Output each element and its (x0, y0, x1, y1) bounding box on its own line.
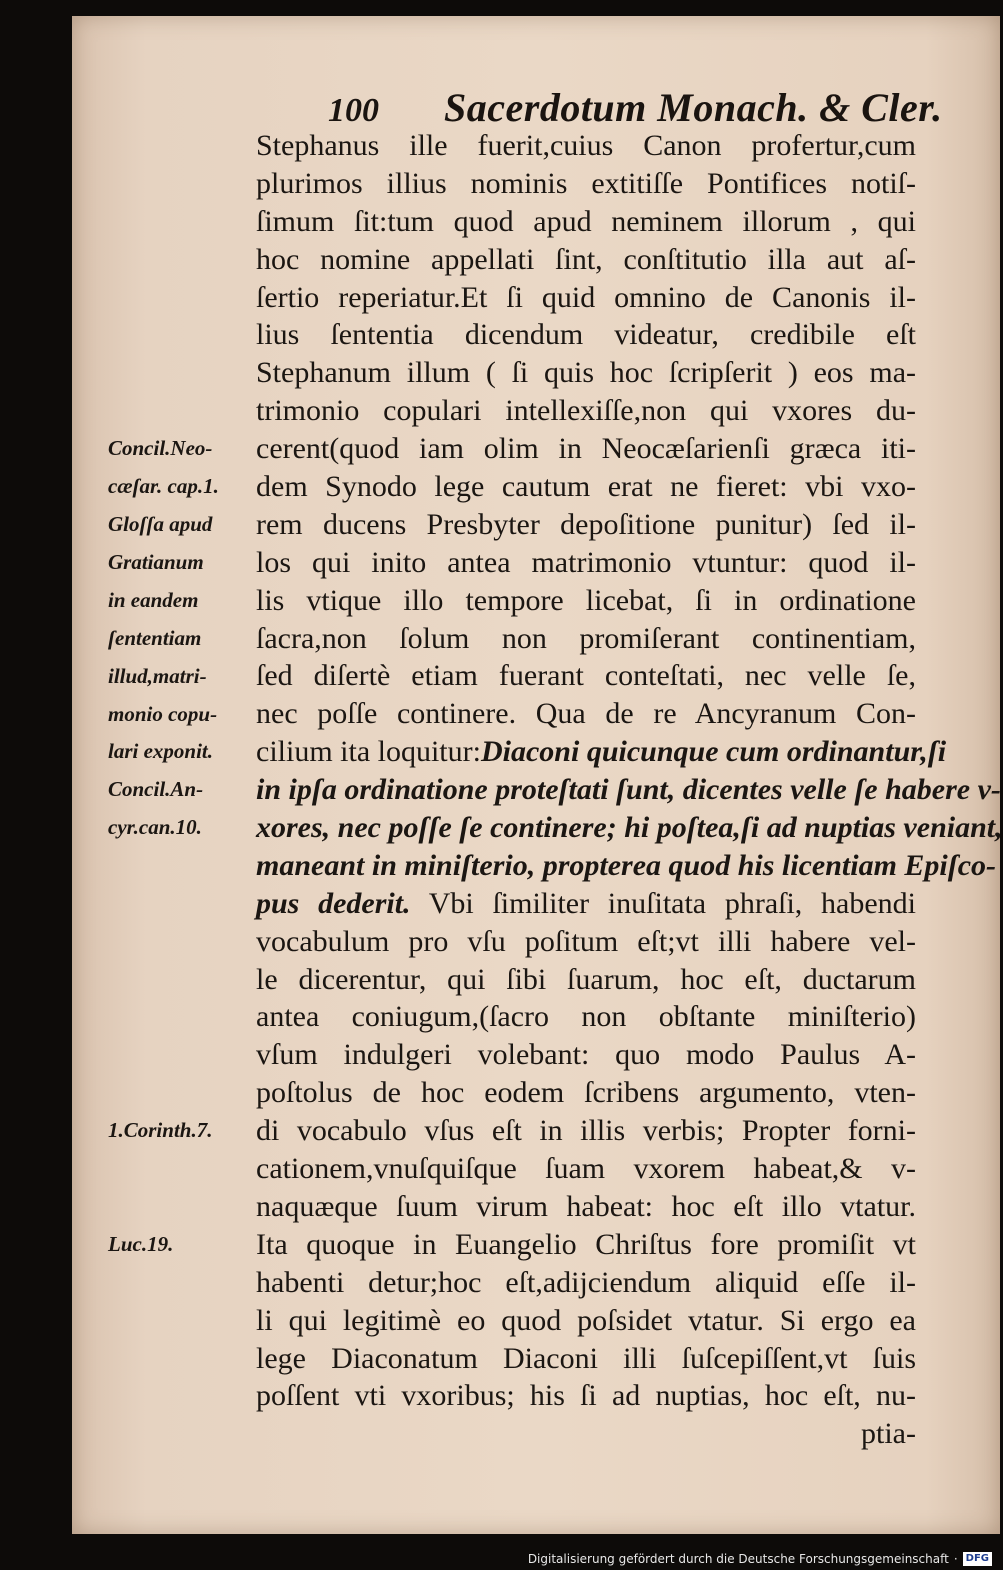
text-line: Ita quoque in Euangelio Chriſtus fore promiſit vt (256, 1227, 916, 1261)
text-line: le dicerentur, qui ſibi ſuarum, hoc eſt, ductarum (256, 962, 916, 996)
margin-note: monio copu- (108, 701, 218, 726)
quote-italic: in ipſa ordinatione proteſtati ſunt, dicentes velle ſe habere v- (256, 773, 1001, 807)
text-line: Stephanus ille fuerit,cuius Canon profertur,cum (256, 129, 916, 162)
text-line-roman: cilium ita loquitur: (256, 735, 481, 769)
margin-note: lari exponit. (108, 739, 214, 764)
text-line: rem ducens Presbyter depoſitione punitur) ſed il- (256, 507, 916, 541)
text-line-roman: Vbi ſimiliter inuſitata phraſi, habendi (428, 886, 916, 920)
text-line: habenti detur;hoc eſt,adijciendum aliquid eſſe il- (256, 1265, 916, 1299)
catchword: ptia- (861, 1417, 916, 1451)
text-line: antea coniugum,(ſacro non obſtante miniſterio) (256, 1000, 916, 1034)
margin-note: Concil.Neo- (108, 436, 213, 461)
margin-note: Luc.19. (108, 1232, 174, 1257)
quote-italic: maneant in miniſterio, propterea quod his licentiam Epiſco- (256, 848, 997, 882)
text-line: naquæque ſuum virum habeat: hoc eſt illo vtatur. (256, 1189, 916, 1223)
digitization-credit: Digitalisierung gefördert durch die Deutsche Forschungsgemeinschaft · DFG (528, 1552, 992, 1566)
dfg-logo: DFG (963, 1552, 992, 1566)
margin-note: 1.Corinth.7. (108, 1118, 213, 1143)
margin-note: in eandem (108, 587, 199, 612)
margin-note: Concil.An- (108, 777, 204, 802)
text-line: lius ſententia dicendum videatur, credibile eſt (256, 318, 916, 352)
text-line (256, 771, 1001, 809)
text-line (256, 885, 916, 923)
text-line: ſed diſertè etiam fuerant conteſtati, nec velle ſe, (256, 659, 916, 693)
text-line: dem Synodo lege cautum erat ne fieret: vbi vxo- (256, 470, 916, 504)
text-line: los qui inito antea matrimonio vtuntur: quod il- (256, 545, 916, 579)
text-line: nec poſſe continere. Qua de re Ancyranum Con- (256, 697, 916, 731)
text-line (256, 733, 947, 771)
text-line: Stephanum illum ( ſi quis hoc ſcripſerit ) eos ma- (256, 356, 916, 390)
margin-note: Gloſſa apud (108, 512, 213, 536)
text-line (256, 847, 997, 885)
text-line: hoc nomine appellati ſint, conſtitutio illa aut aſ- (256, 242, 916, 276)
margin-note: cyr.can.10. (108, 815, 202, 840)
text-line: vſum indulgeri volebant: quo modo Paulus A- (256, 1038, 916, 1072)
margin-note: Gratianum (108, 549, 204, 574)
text-line: li qui legitimè eo quod poſsidet vtatur. Si ergo ea (256, 1303, 916, 1337)
text-line: lis vtique illo tempore licebat, ſi in ordinatione (256, 583, 916, 617)
quote-italic: xores, nec poſſe ſe continere; hi poſtea,ſi ad nuptias veniant, (256, 811, 1003, 845)
text-line: plurimos illius nominis extitiſſe Pontifices notiſ- (256, 166, 916, 200)
text-line: vocabulum pro vſu poſitum eſt;vt illi habere vel- (256, 924, 916, 958)
text-line: trimonio copulari intellexiſſe,non qui vxores du- (256, 394, 916, 428)
credit-text: Digitalisierung gefördert durch die Deutsche Forschungsgemeinschaft (527, 1552, 949, 1566)
text-line: poſtolus de hoc eodem ſcribens argumento, vten- (256, 1076, 916, 1110)
text-line: cerent(quod iam olim in Neocæſarienſi græca iti- (256, 432, 916, 466)
text-line: cationem,vnuſquiſque ſuam vxorem habeat,& v- (256, 1152, 916, 1186)
text-line: ſacra,non ſolum non promiſerant continentiam, (256, 621, 916, 655)
running-head: Sacerdotum Monach. & Cler. (444, 85, 943, 130)
quote-italic: Diaconi quicunque cum ordinantur,ſi (480, 735, 947, 769)
text-line: ſimum ſit:tum quod apud neminem illorum , qui (256, 204, 916, 238)
text-line: di vocabulo vſus eſt in illis verbis; Propter forni- (256, 1114, 916, 1148)
text-line: poſſent vti vxoribus; his ſi ad nuptias, hoc eſt, nu- (256, 1379, 916, 1413)
margin-note: ſententiam (108, 625, 202, 650)
quote-italic: pus dederit. (256, 886, 411, 920)
text-line: lege Diaconatum Diaconi illi ſuſcepiſſent,vt ſuis (256, 1341, 916, 1375)
text-line (256, 809, 1003, 847)
margin-note: cæſar. cap.1. (108, 474, 219, 499)
margin-note: illud,matri- (108, 663, 207, 688)
body-text (256, 127, 1003, 1453)
text-line: ſertio reperiatur.Et ſi quid omnino de Canonis il- (256, 280, 916, 314)
page-number: 100 (328, 92, 379, 129)
